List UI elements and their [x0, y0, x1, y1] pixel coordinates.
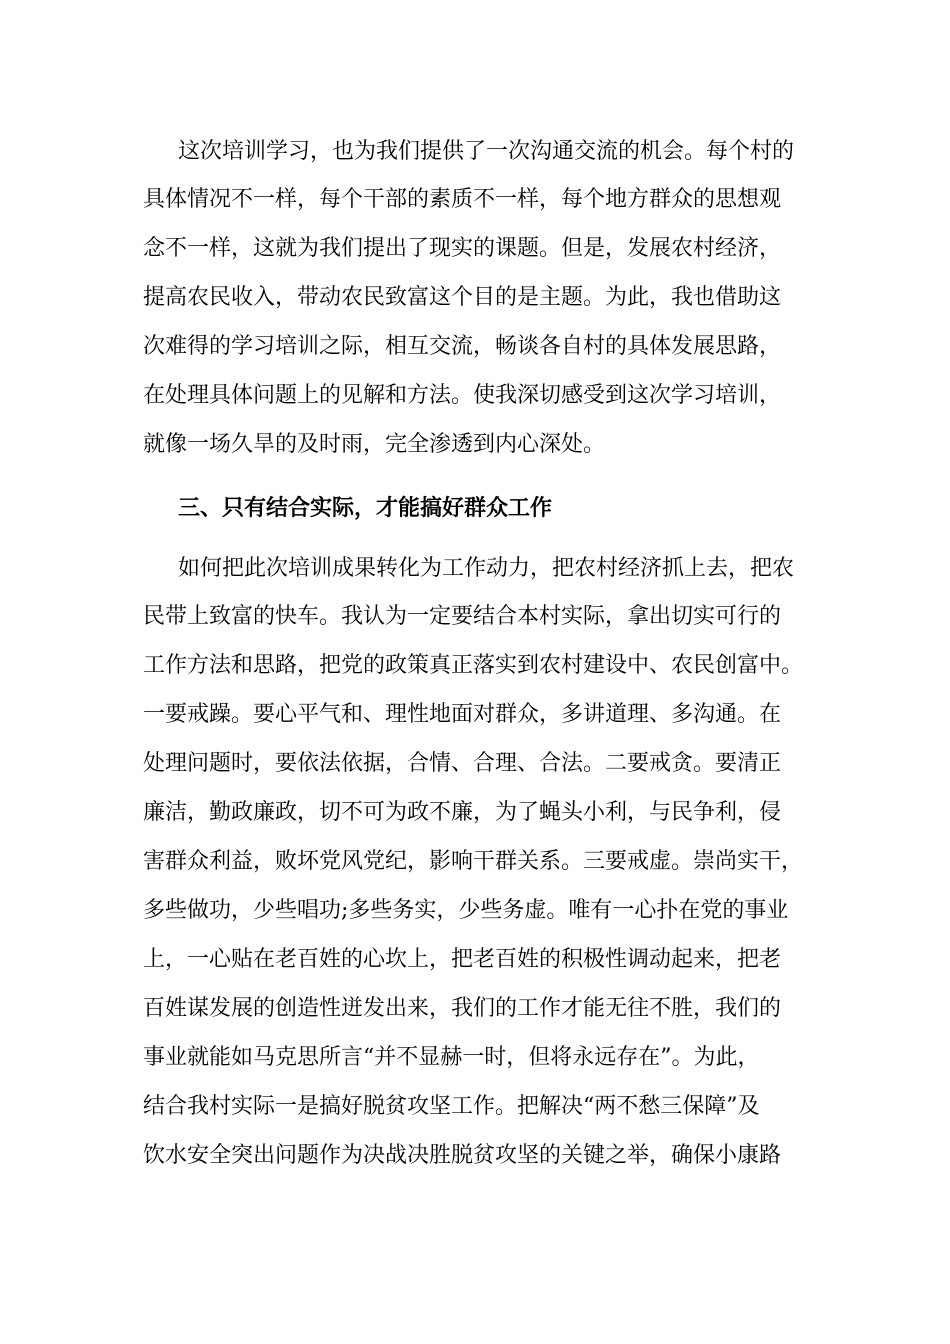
paragraph-1-line-7: 就像一场久旱的及时雨，完全渗透到内心深处。 [143, 432, 606, 457]
paragraph-2-line-4: 一要戒躁。要心平气和、理性地面对群众，多讲道理、多沟通。在 [143, 702, 782, 727]
paragraph-1-line-5: 次难得的学习培训之际，相互交流，畅谈各自村的具体发展思路， [143, 334, 782, 359]
section-heading-3: 三、只有结合实际，才能搞好群众工作 [178, 495, 553, 521]
paragraph-2-line-2: 民带上致富的快车。我认为一定要结合本村实际，拿出切实可行的 [143, 604, 782, 629]
paragraph-2-line-3: 工作方法和思路，把党的政策真正落实到农村建设中、农民创富中。 [143, 653, 804, 678]
paragraph-2-line-8: 多些做功，少些唱功;多些务实，少些务虚。唯有一心扑在党的事业 [143, 898, 789, 923]
paragraph-2-line-5: 处理问题时，要依法依据，合情、合理、合法。二要戒贪。要清正 [143, 751, 782, 776]
paragraph-2-line-13: 饮水安全突出问题作为决战决胜脱贫攻坚的关键之举，确保小康路 [143, 1143, 782, 1168]
paragraph-2-line-10: 百姓谋发展的创造性迸发出来，我们的工作才能无往不胜，我们的 [143, 996, 782, 1021]
paragraph-2-line-6: 廉洁，勤政廉政，切不可为政不廉，为了蝇头小利，与民争利，侵 [143, 800, 782, 825]
paragraph-1-line-2: 具体情况不一样，每个干部的素质不一样，每个地方群众的思想观 [143, 187, 782, 212]
paragraph-2-line-11: 事业就能如马克思所言“并不显赫一时，但将永远存在”。为此， [143, 1045, 760, 1070]
paragraph-1-line-6: 在处理具体问题上的见解和方法。使我深切感受到这次学习培训， [143, 383, 782, 408]
paragraph-2-line-1: 如何把此次培训成果转化为工作动力，把农村经济抓上去，把农 [178, 556, 795, 581]
paragraph-1-line-4: 提高农民收入，带动农民致富这个目的是主题。为此，我也借助这 [143, 285, 782, 310]
paragraph-1-line-1: 这次培训学习，也为我们提供了一次沟通交流的机会。每个村的 [178, 139, 795, 164]
paragraph-2-line-12: 结合我村实际一是搞好脱贫攻坚工作。把解决“两不愁三保障”及 [143, 1094, 760, 1119]
paragraph-1-line-3: 念不一样，这就为我们提出了现实的课题。但是，发展农村经济， [143, 236, 782, 261]
paragraph-2-line-7: 害群众利益，败坏党风党纪，影响干群关系。三要戒虚。崇尚实干， [143, 849, 804, 874]
paragraph-2-line-9: 上，一心贴在老百姓的心坎上，把老百姓的积极性调动起来，把老 [143, 947, 782, 972]
